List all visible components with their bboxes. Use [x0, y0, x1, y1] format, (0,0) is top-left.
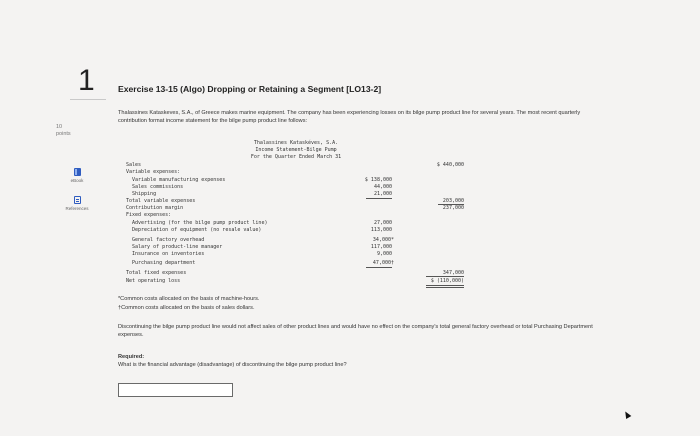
fixed-total-rule [426, 276, 464, 277]
salary-value: 117,000 [370, 244, 392, 250]
exercise-intro: Thalassines Kataskeves, S.A., of Greece makes marine equipment. The company has been experiencing losses on its bilge pump product line for several years. The most recent quarterly contribution format income statement for the bilge pump product line follows: [118, 110, 581, 124]
var-mfg-value: $ 138,000 [364, 177, 392, 183]
shipping-value: 21,000 [373, 191, 392, 197]
advertising-label: Advertising (for the bilge pump product line) [132, 220, 268, 226]
general-factory-label: General factory overhead [132, 237, 205, 243]
ebook-icon [74, 168, 81, 176]
sales-value: $ 440,000 [436, 162, 464, 168]
exercise-title: Exercise 13-15 (Algo) Dropping or Retaining a Segment [LO13-2] [118, 84, 382, 94]
answer-input[interactable] [118, 383, 233, 397]
question-divider [70, 99, 106, 100]
question-points [56, 124, 71, 138]
total-variable-value: 203,000 [442, 198, 464, 204]
general-factory-value: 34,000* [372, 237, 394, 243]
mouse-cursor-icon [623, 410, 632, 419]
advertising-value: 27,000 [373, 220, 392, 226]
sales-commissions-label: Sales commissions [132, 184, 184, 190]
question-number: 1 [78, 64, 95, 97]
points-value: 10 [56, 124, 63, 130]
purchasing-value: 47,000† [372, 260, 394, 266]
net-loss-rule-1 [426, 285, 464, 286]
depreciation-label: Depreciation of equipment (no resale value) [132, 227, 262, 233]
references-icon [74, 196, 81, 204]
ebook-button[interactable] [62, 168, 92, 183]
shipping-label: Shipping [132, 191, 157, 197]
purchasing-label: Purchasing department [132, 260, 196, 266]
total-fixed-value: 347,000 [442, 270, 464, 276]
footnote-sales-dollars: †Common costs allocated on the basis of sales dollars. [118, 305, 255, 311]
references-label: References [65, 206, 89, 211]
var-mfg-label: Variable manufacturing expenses [132, 177, 226, 183]
contribution-margin-value: 237,000 [442, 205, 464, 211]
statement-header-title: Income Statement-Bilge Pump [255, 147, 337, 153]
variable-expenses-label: Variable expenses: [126, 169, 181, 175]
fixed-subtotal-rule [366, 267, 392, 268]
discontinue-note: Discontinuing the bilge pump product line would not affect sales of other product lines and would have no effect on the company's total general factory overhead or total Purchasing Department expenses. [118, 324, 593, 338]
total-fixed-label: Total fixed expenses [126, 270, 187, 276]
required-question: What is the financial advantage (disadvantage) of discontinuing the bilge pump product line? [118, 362, 347, 368]
insurance-value: 9,000 [376, 251, 392, 257]
fixed-expenses-label: Fixed expenses: [126, 212, 172, 218]
net-operating-loss-value: $ (110,000) [430, 278, 464, 284]
contribution-margin-label: Contribution margin [126, 205, 184, 211]
statement-header-period: For the Quarter Ended March 31 [250, 154, 342, 160]
salary-label: Salary of product-line manager [132, 244, 223, 250]
sales-label: Sales [126, 162, 142, 168]
references-button[interactable] [62, 196, 92, 211]
footnote-machine-hours: *Common costs allocated on the basis of machine-hours. [118, 296, 260, 302]
total-variable-label: Total variable expenses [126, 198, 196, 204]
net-operating-loss-label: Net operating loss [126, 278, 181, 284]
required-label: Required: [118, 354, 145, 360]
insurance-label: Insurance on inventories [132, 251, 205, 257]
net-loss-rule-2 [426, 287, 464, 288]
statement-header-company: Thalassines Kataskéves, S.A. [253, 140, 339, 146]
sales-commissions-value: 44,000 [373, 184, 392, 190]
depreciation-value: 113,000 [370, 227, 392, 233]
variable-subtotal-rule [366, 198, 392, 199]
ebook-label: eBook [70, 178, 84, 183]
points-label: points [56, 131, 71, 137]
required-section [118, 353, 347, 369]
